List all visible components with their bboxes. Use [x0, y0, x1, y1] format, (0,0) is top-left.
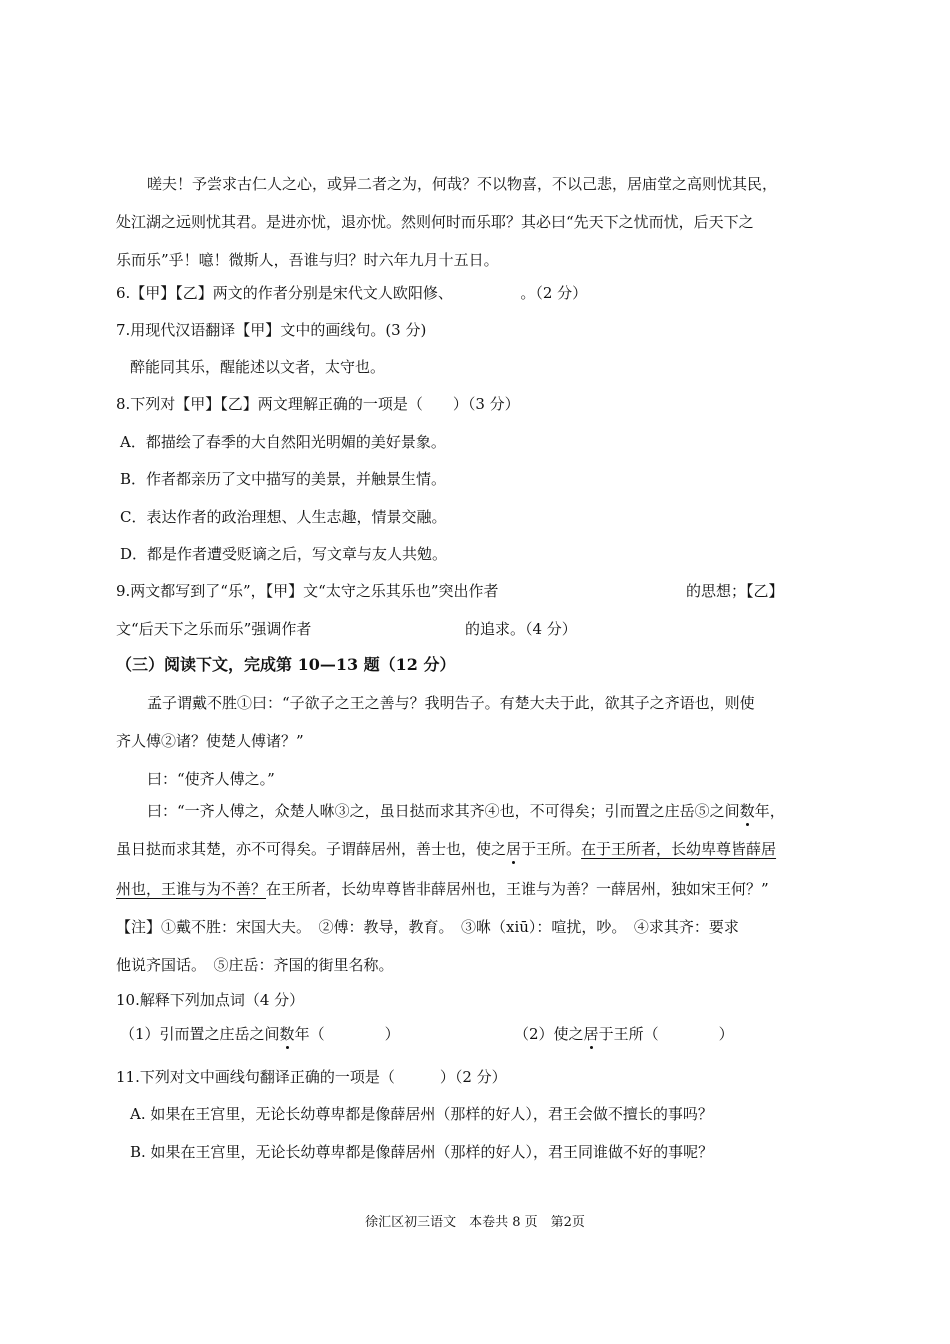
underlined-sentence: 在于王所者，长幼卑尊皆薛居 — [581, 840, 777, 858]
question-9-line-2 — [116, 619, 311, 639]
paragraph-3-line-2 — [116, 839, 776, 859]
question-9-text-a: 9.两文都写到了“乐”，【甲】文“太守之乐其乐也”突出作者 — [116, 582, 499, 600]
section-3-title: （三）阅读下文，完成第 10—13 题（12 分） — [116, 655, 456, 674]
paragraph-3-line-3 — [116, 879, 769, 899]
question-8: 8.下列对【甲】【乙】两文理解正确的一项是（ ）（3 分） — [116, 395, 520, 413]
dotted-word: 居 — [583, 1025, 599, 1043]
underlined-sentence: 州也，王谁与为不善？ — [116, 880, 267, 898]
text: 于王所（ ） — [598, 1025, 734, 1043]
passage-line: 处江湖之远则忧其君。是进亦忧，退亦忧。然则何时而乐耶？其必曰“先天下之忧而忧，后天下之 — [116, 213, 754, 231]
text: （2）使之 — [514, 1025, 584, 1043]
question-9-text-b: 的思想；【乙】 — [686, 582, 784, 600]
question-8-option-a: A．都描绘了春季的大自然阳光明媚的美好景象。 — [120, 433, 446, 451]
question-8-option-b: B．作者都亲历了文中描写的美景，并触景生情。 — [120, 470, 447, 488]
question-10-item-2 — [514, 1024, 734, 1044]
question-11-option-b: B. 如果在王宫里，无论长幼尊卑都是像薛居州（那样的好人），君王同谁做不好的事呢？ — [130, 1143, 714, 1161]
question-11-option-a: A. 如果在王宫里，无论长幼尊卑都是像薛居州（那样的好人），君王会做不擅长的事吗？ — [130, 1105, 713, 1123]
question-8-option-c: C．表达作者的政治理想、人生志趣，情景交融。 — [120, 508, 447, 526]
question-6: 6.【甲】【乙】两文的作者分别是宋代文人欧阳修、 。（2 分） — [116, 284, 588, 302]
text: 曰：“一齐人傅之，众楚人咻③之，虽日挞而求其齐④也，不可得矣；引而置之庄岳⑤之间 — [147, 802, 740, 820]
question-7-sentence: 醉能同其乐，醒能述以文者，太守也。 — [130, 358, 386, 376]
paragraph-1-line-2: 齐人傅②诸？使楚人傅诸？” — [116, 732, 304, 750]
question-9-line-end — [686, 581, 784, 601]
text: 于王所。 — [521, 840, 582, 858]
paragraph-1-line-1: 孟子谓戴不胜①曰：“子欲子之王之善与？我明告子。有楚大夫于此，欲其子之齐语也，则使 — [147, 694, 755, 712]
question-9-line — [116, 581, 499, 601]
paragraph-3-line-1 — [147, 801, 785, 821]
question-8-option-d: D．都是作者遭受贬谪之后，写文章与友人共勉。 — [120, 545, 448, 563]
dotted-word: 数 — [739, 802, 755, 820]
question-9-text-c: 文“后天下之乐而乐”强调作者 — [116, 620, 312, 638]
passage-line: 乐而乐”乎！噫！微斯人，吾谁与归？时六年九月十五日。 — [116, 251, 499, 269]
text: 虽日挞而求其楚，亦不可得矣。子谓薛居州，善士也，使之 — [116, 840, 507, 858]
page-footer: 徐汇区初三语文 本卷共 8 页 第2页 — [365, 1215, 585, 1230]
question-9-line-2-end — [465, 619, 577, 639]
text: 年（ ） — [294, 1025, 400, 1043]
notes-line-2: 他说齐国话。 ⑤庄岳：齐国的街里名称。 — [116, 956, 394, 974]
question-11: 11.下列对文中画线句翻译正确的一项是（ ）（2 分） — [116, 1068, 507, 1086]
passage-line: 嗟夫！予尝求古仁人之心，或异二者之为，何哉？不以物喜，不以己悲，居庙堂之高则忧其民， — [147, 175, 778, 193]
dotted-word: 居 — [506, 840, 522, 858]
paragraph-2: 曰：“使齐人傅之。” — [147, 770, 275, 788]
dotted-word: 数 — [279, 1025, 295, 1043]
question-7: 7.用现代汉语翻译【甲】文中的画线句。(3 分) — [116, 321, 427, 339]
question-10: 10.解释下列加点词（4 分） — [116, 991, 305, 1009]
question-10-item-1 — [120, 1024, 400, 1044]
text: （1）引而置之庄岳之间 — [120, 1025, 280, 1043]
notes-line-1: 【注】①戴不胜：宋国大夫。 ②傅：教导，教育。 ③咻（xiū）：喧扰，吵。 ④求其齐：要求 — [116, 918, 739, 936]
text: 年， — [754, 802, 785, 820]
question-9-text-d: 的追求。（4 分） — [465, 620, 577, 638]
text: 在王所者，长幼卑尊皆非薛居州也，王谁与为善？一薛居州，独如宋王何？” — [266, 880, 769, 898]
